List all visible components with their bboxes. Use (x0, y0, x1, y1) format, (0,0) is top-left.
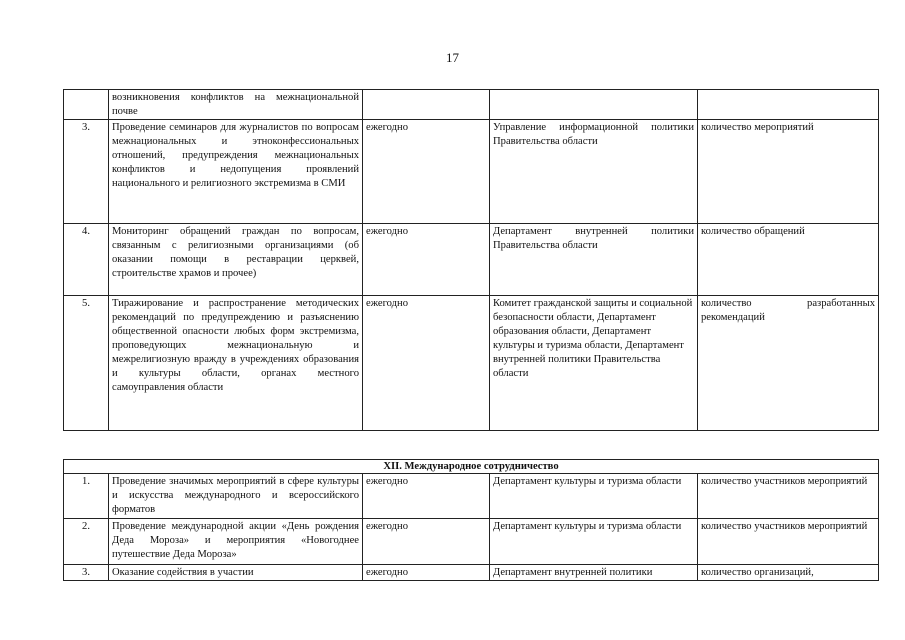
indicator-cell: количество разработанных рекомендаций (698, 296, 879, 431)
table-row (64, 519, 879, 565)
executor-cell: Департамент внутренней политики Правительства области (490, 224, 698, 296)
indicator-cell: количество участников мероприятий (698, 519, 879, 565)
event-cell: Проведение международной акции «День рождения Деда Мороза» и мероприятия «Новогоднее путешествие Деда Мороза» (109, 519, 363, 565)
period-cell: ежегодно (363, 296, 490, 431)
executor-cell: Управление информационной политики Правительства области (490, 120, 698, 224)
event-cell: Проведение значимых мероприятий в сфере культуры и искусства международного и всероссийского форматов (109, 474, 363, 519)
executor-cell: Департамент культуры и туризма области (490, 474, 698, 519)
row-number: 1. (64, 474, 109, 519)
row-number: 5. (64, 296, 109, 431)
event-cell: возникновения конфликтов на межнациональной почве (109, 90, 363, 120)
activities-table (63, 89, 879, 431)
table-row (64, 120, 879, 224)
event-cell: Мониторинг обращений граждан по вопросам, связанным с религиозными организациями (об оказании помощи в реставрации церквей, строительстве храмов и прочее) (109, 224, 363, 296)
period-cell: ежегодно (363, 120, 490, 224)
section-title: XII. Международное сотрудничество (64, 460, 879, 474)
table-row (64, 90, 879, 120)
table-row (64, 224, 879, 296)
period-cell: ежегодно (363, 474, 490, 519)
indicator-cell: количество мероприятий (698, 120, 879, 224)
table-row (64, 565, 879, 581)
indicator-cell: количество обращений (698, 224, 879, 296)
table-row (64, 296, 879, 431)
period-cell (363, 90, 490, 120)
executor-cell: Департамент внутренней политики (490, 565, 698, 581)
executor-cell: Комитет гражданской защиты и социальной безопасности области, Департамент образования области, Департамент культуры и туризма области, Департамент внутренней политики Правительства области (490, 296, 698, 431)
row-number: 3. (64, 565, 109, 581)
international-cooperation-table (63, 459, 879, 581)
section-header-row (64, 460, 879, 474)
row-number (64, 90, 109, 120)
executor-cell: Департамент культуры и туризма области (490, 519, 698, 565)
executor-cell (490, 90, 698, 120)
event-cell: Проведение семинаров для журналистов по вопросам межнациональных и этноконфессиональных отношений, предупреждения межнациональных конфликтов и недопущения проявлений национального и религиозного экстремизма в СМИ (109, 120, 363, 224)
period-cell: ежегодно (363, 565, 490, 581)
indicator-cell (698, 90, 879, 120)
period-cell: ежегодно (363, 519, 490, 565)
event-cell: Тиражирование и распространение методических рекомендаций по предупреждению и разъяснению общественной опасности любых форм экстремизма, проповедующих межнациональную и межрелигиозную вражду в учреждениях образования и культуры области, органах местного самоуправления области (109, 296, 363, 431)
row-number: 4. (64, 224, 109, 296)
page-number: 17 (446, 50, 459, 65)
indicator-cell: количество организаций, (698, 565, 879, 581)
event-cell: Оказание содействия в участии (109, 565, 363, 581)
indicator-cell: количество участников мероприятий (698, 474, 879, 519)
period-cell: ежегодно (363, 224, 490, 296)
row-number: 3. (64, 120, 109, 224)
row-number: 2. (64, 519, 109, 565)
table-row (64, 474, 879, 519)
